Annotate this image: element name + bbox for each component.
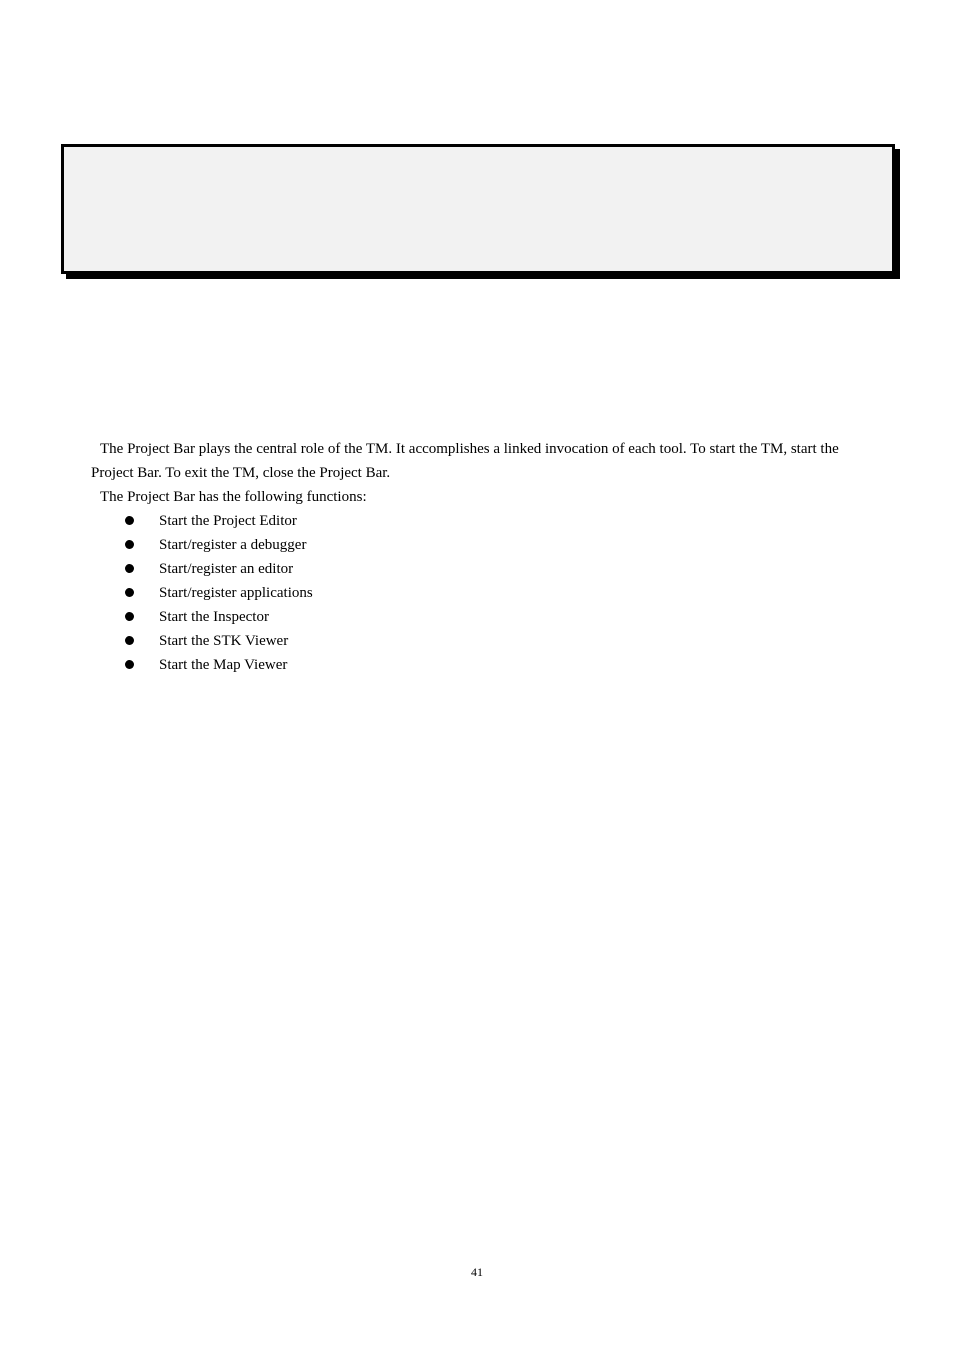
intro-paragraph: The Project Bar plays the central role of the TM. It accomplishes a linked invocation of each tool. To start the TM, start the Project Bar. To exit the TM, close the Project Bar. (91, 441, 839, 481)
bullet-icon (125, 660, 134, 669)
bullet-icon (125, 516, 134, 525)
body-content (91, 437, 861, 677)
page-number: 41 (471, 1265, 483, 1279)
bullet-icon (125, 612, 134, 621)
functions-intro: The Project Bar has the following functions: (100, 489, 367, 505)
list-item-label: Start/register applications (159, 585, 313, 601)
bullet-icon (125, 540, 134, 549)
list-item-label: Start the Map Viewer (159, 657, 288, 673)
list-item-label: Start the STK Viewer (159, 633, 289, 649)
list-item (91, 509, 861, 533)
list-item-label: Start/register a debugger (159, 537, 307, 553)
list-item (91, 557, 861, 581)
list-item-label: Start/register an editor (159, 561, 294, 577)
list-item-label: Start the Project Editor (159, 513, 297, 529)
bullet-icon (125, 636, 134, 645)
list-item (91, 653, 861, 677)
chapter-heading-box (61, 144, 895, 274)
bullet-icon (125, 564, 134, 573)
bullet-icon (125, 588, 134, 597)
list-item (91, 533, 861, 557)
list-item (91, 581, 861, 605)
list-item-label: Start the Inspector (159, 609, 269, 625)
list-item (91, 605, 861, 629)
list-item (91, 629, 861, 653)
function-list (91, 509, 861, 677)
